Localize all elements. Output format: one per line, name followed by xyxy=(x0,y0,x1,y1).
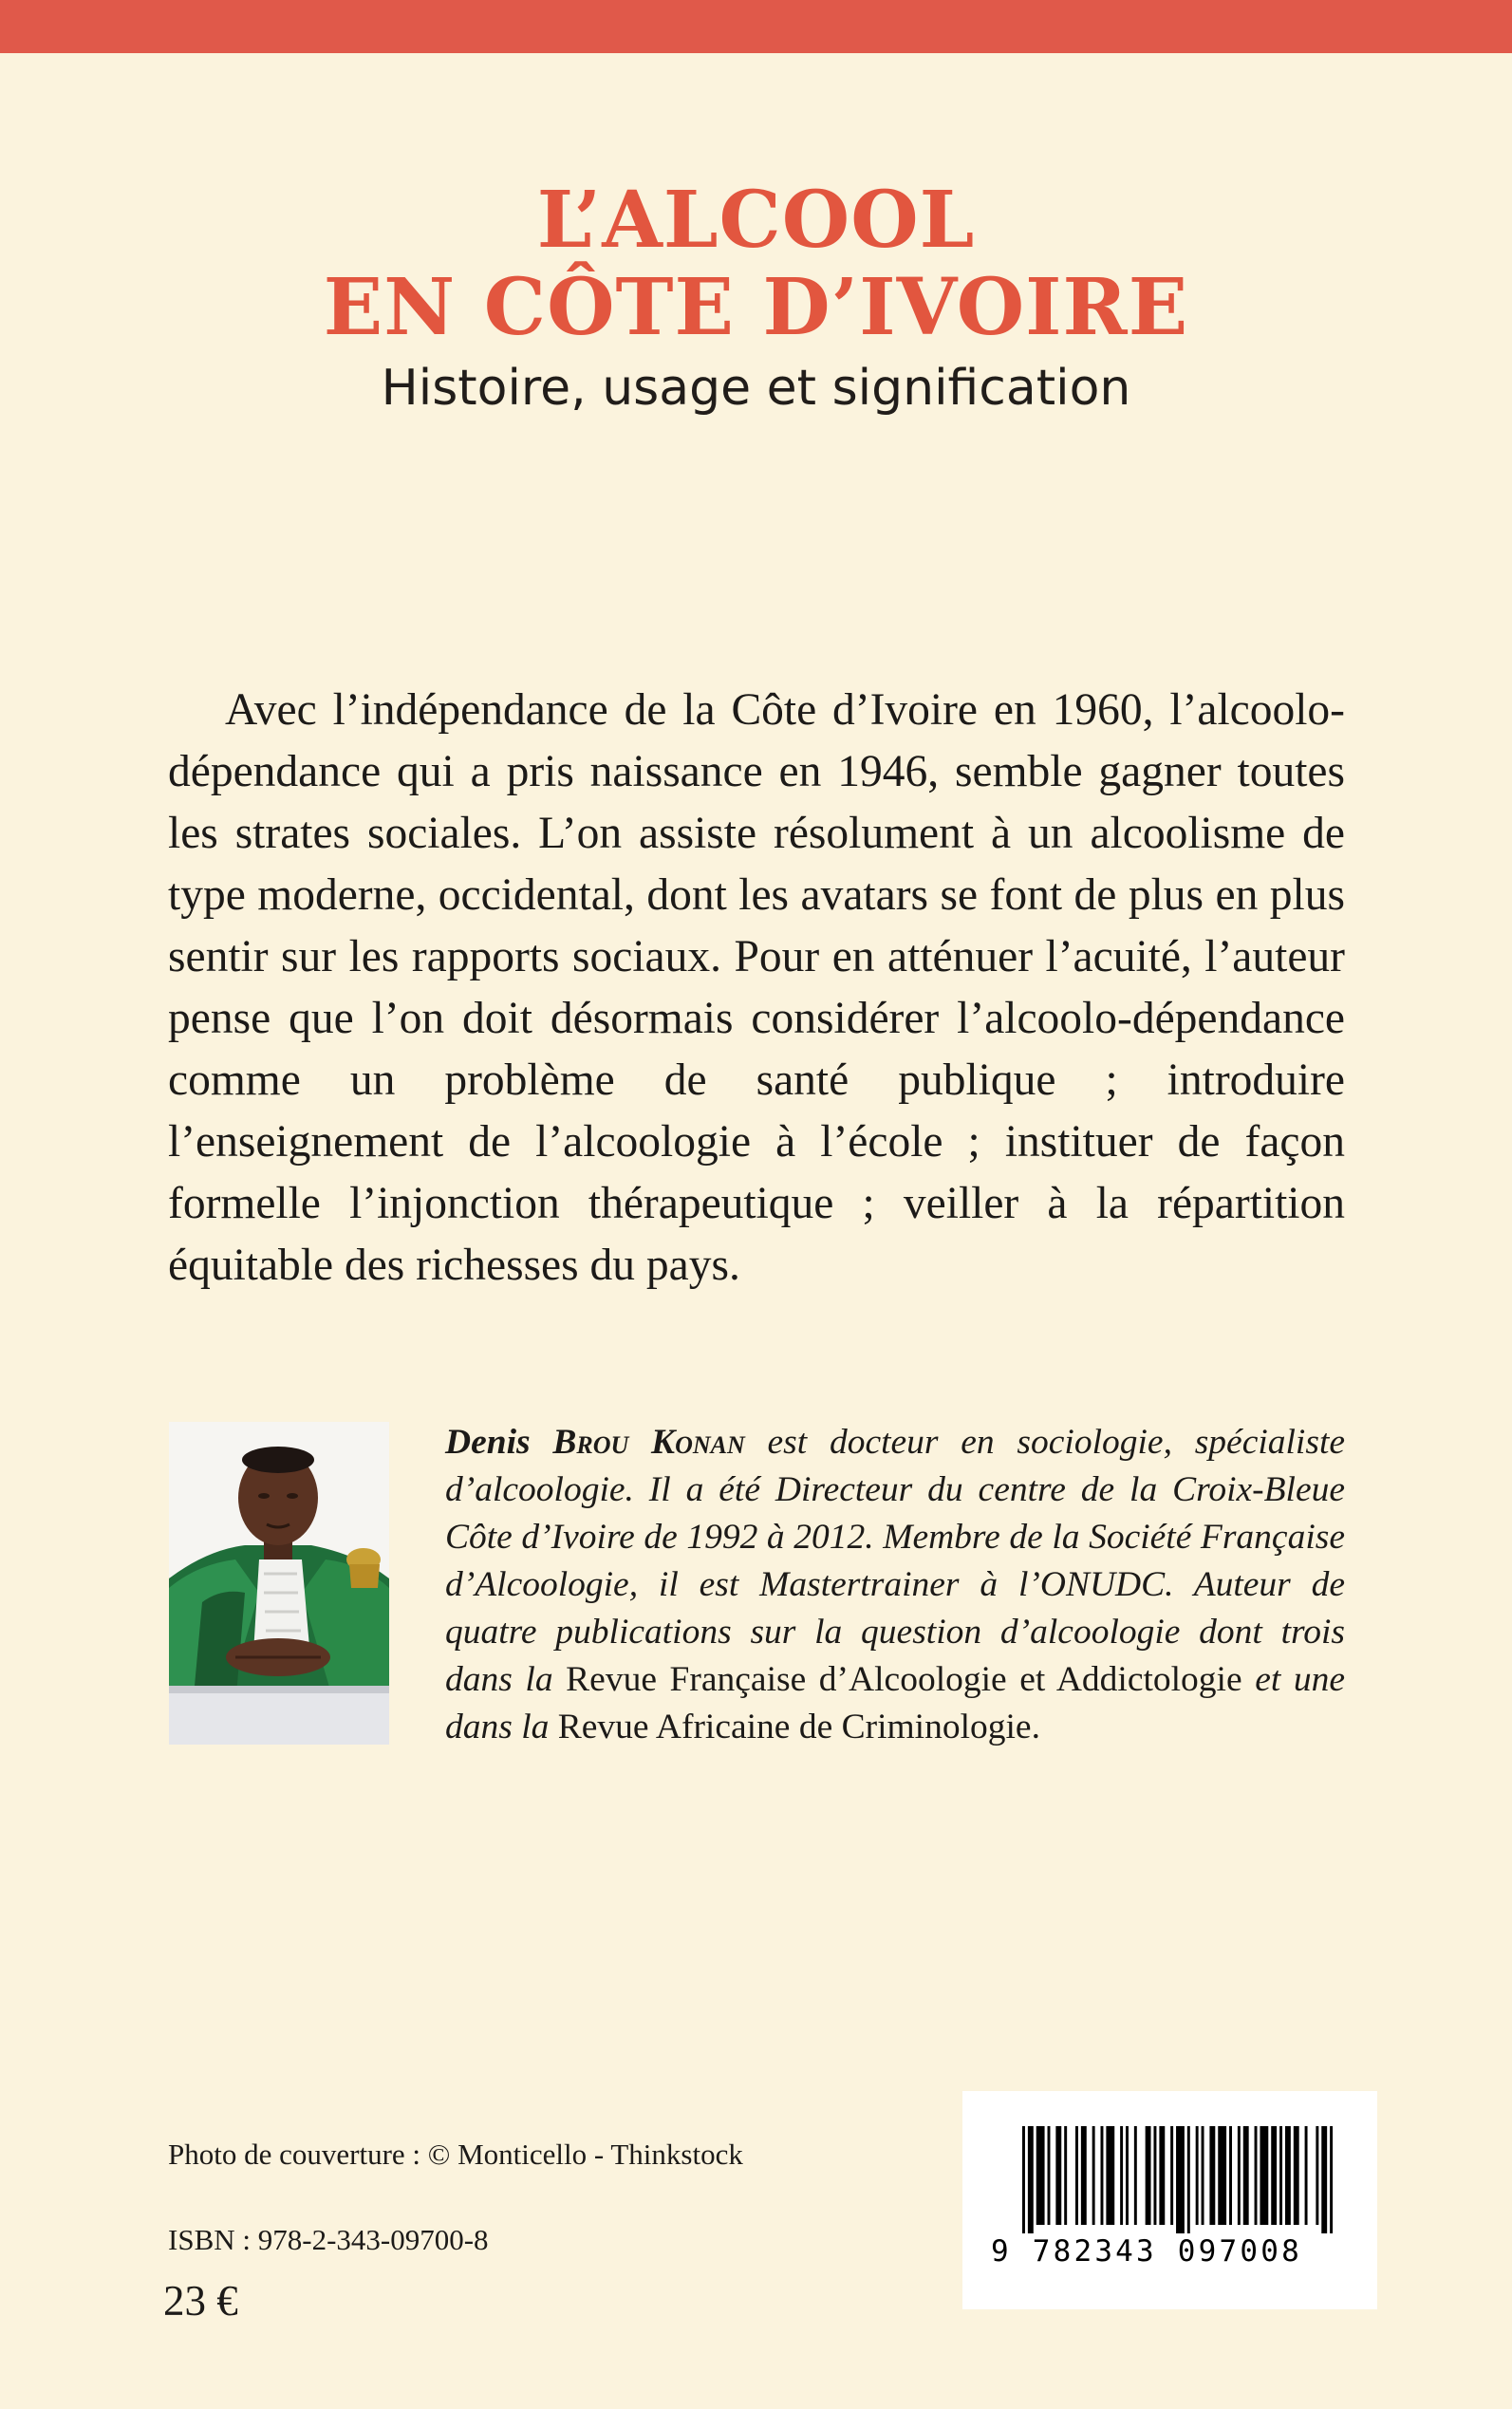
journal-name-2: Revue Africaine de Criminologie xyxy=(557,1708,1032,1746)
barcode-bar xyxy=(1064,2126,1067,2225)
barcode-bar xyxy=(1134,2126,1137,2225)
barcode-bar xyxy=(1243,2126,1249,2225)
author-biography xyxy=(445,1419,1345,1751)
bio-end: . xyxy=(1031,1708,1040,1746)
barcode-bars xyxy=(1022,2126,1335,2233)
book-title-line-2: EN CÔTE D’IVOIRE xyxy=(323,262,1189,353)
barcode-bar xyxy=(1255,2126,1258,2225)
barcode-bar xyxy=(1081,2126,1087,2225)
barcode-bar xyxy=(1294,2126,1299,2225)
barcode-bar xyxy=(1271,2126,1277,2225)
barcode-bar xyxy=(1126,2126,1129,2225)
barcode-bar xyxy=(1159,2126,1165,2225)
barcode-bar xyxy=(1218,2126,1226,2225)
barcode-bar xyxy=(1305,2126,1308,2225)
author-first-name: Denis xyxy=(445,1423,531,1462)
author-photo xyxy=(169,1422,389,1745)
barcode-bar xyxy=(1187,2126,1190,2233)
barcode-bar xyxy=(1209,2126,1215,2225)
journal-name-1: Revue Française d’Alcoologie et Addictologie xyxy=(566,1660,1242,1699)
barcode-bar xyxy=(1075,2126,1078,2225)
barcode-bar xyxy=(1170,2126,1173,2225)
barcode-bar xyxy=(1028,2126,1034,2233)
barcode-bar xyxy=(1048,2126,1051,2225)
barcode-bar xyxy=(1092,2126,1095,2225)
barcode-bar xyxy=(1036,2126,1045,2225)
barcode-bar xyxy=(1101,2126,1104,2225)
barcode-bar xyxy=(1022,2126,1025,2233)
barcode-bar xyxy=(1146,2126,1151,2225)
barcode-digits: 9 782343 097008 xyxy=(991,2234,1302,2269)
top-color-band xyxy=(0,0,1512,53)
bio-text-1: est docteur en sociologie, spécialiste d’alcoologie. Il a été Directeur du centre de la Croix-Bleue Côte d’Ivoire de 1992 à 2012. Membre de la Société Française d’Alcoologie, il est Mastertrainer à l’ONUDC. Auteur de quatre publications sur la question d’alcoologie dont trois dans la xyxy=(445,1423,1346,1699)
photo-credit: Photo de couverture : © Monticello - Thinkstock xyxy=(168,2138,743,2171)
book-summary: Avec l’indépendance de la Côte d’Ivoire en 1960, l’alcoolo-dépendance qui a pris naissance en 1946, semble gagner toutes les strates sociales. L’on assiste résolument à un alcoolisme de type moderne, occidental, dont les avatars se font de plus en plus sentir sur les rapports sociaux. Pour en atténuer l’acuité, l’auteur pense que l’on doit désormais considérer l’alcoolo-dépendance comme un problème de santé publique ; introduire l’enseignement de l’alcoologie à l’école ; instituer de façon formelle l’injonction thérapeutique ; veiller à la répartition équitable des richesses du pays. xyxy=(168,685,1345,1290)
barcode-bar xyxy=(1260,2126,1268,2225)
isbn-number: ISBN : 978-2-343-09700-8 xyxy=(168,2223,489,2256)
barcode-bar xyxy=(1196,2126,1199,2225)
barcode-bar xyxy=(1202,2126,1204,2225)
barcode-bar xyxy=(1279,2126,1282,2225)
barcode-bar xyxy=(1285,2126,1291,2225)
barcode-bar xyxy=(1330,2126,1333,2233)
bio-text-2: et une dans la xyxy=(445,1660,1345,1746)
barcode-bar xyxy=(1176,2126,1185,2233)
barcode-bar xyxy=(1055,2126,1061,2225)
barcode-bar xyxy=(1106,2126,1114,2225)
barcode-bar xyxy=(1316,2126,1318,2225)
author-portrait-image xyxy=(169,1422,389,1745)
barcode-bar xyxy=(1120,2126,1123,2225)
book-subtitle: Histoire, usage et signification xyxy=(381,360,1131,417)
barcode-bar xyxy=(1153,2126,1156,2225)
book-title-line-1: L’ALCOOL xyxy=(536,175,976,266)
book-price: 23 € xyxy=(163,2277,238,2325)
barcode-bar xyxy=(1229,2126,1232,2225)
author-last-name: Brou Konan xyxy=(552,1423,745,1462)
barcode-bar xyxy=(1238,2126,1241,2225)
barcode-bar xyxy=(1321,2126,1327,2233)
barcode xyxy=(962,2091,1377,2309)
